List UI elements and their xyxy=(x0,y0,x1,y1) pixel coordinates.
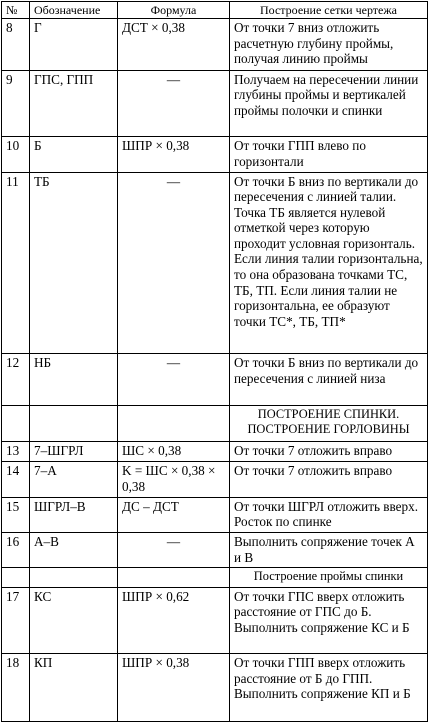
row-number: 17 xyxy=(2,587,30,654)
table-row xyxy=(2,587,428,654)
table-row xyxy=(2,172,428,354)
row-number: 8 xyxy=(2,19,30,71)
section-empty-cell xyxy=(2,568,30,587)
table-row xyxy=(2,19,428,71)
section-empty-cell xyxy=(2,405,30,441)
section-empty-cell xyxy=(30,405,118,441)
table-row xyxy=(2,462,428,497)
section-empty-cell xyxy=(30,568,118,587)
row-description: От точки Б вниз по вертикали до пересечения с линией талии. Точка ТБ является нулевой отметкой через которую проходит условная горизонталь. Если линия талии горизонтальна, то она образована точками ТС, ТБ, ТП. Если линия талии не горизонтальна, ее образуют точки ТС*, ТБ, ТП* xyxy=(230,172,428,354)
row-designation: 7–А xyxy=(30,462,118,497)
row-description: От точки ГПС вверх отложить расстояние от ГПС до Б. Выполнить сопряжение КС и Б xyxy=(230,587,428,654)
row-formula: ШПР × 0,38 xyxy=(118,654,230,722)
section-title-back: ПОСТРОЕНИЕ СПИНКИ. ПОСТРОЕНИЕ ГОРЛОВИНЫ xyxy=(230,405,428,441)
drawing-grid-table xyxy=(1,1,428,722)
row-description: От точки ШГРЛ отложить вверх. Росток по спинке xyxy=(230,497,428,532)
row-number: 10 xyxy=(2,137,30,172)
section-row xyxy=(2,405,428,441)
row-number: 14 xyxy=(2,462,30,497)
row-designation: ТБ xyxy=(30,172,118,354)
row-description: От точки 7 отложить вправо xyxy=(230,442,428,462)
row-designation: ШГРЛ–В xyxy=(30,497,118,532)
row-designation: ГПС, ГПП xyxy=(30,70,118,137)
section-row xyxy=(2,568,428,587)
row-formula: ДСТ × 0,38 xyxy=(118,19,230,71)
row-description: От точки 7 вниз отложить расчетную глубину проймы, получая линию проймы xyxy=(230,19,428,71)
row-formula: ДС – ДСТ xyxy=(118,497,230,532)
row-description: От точки ГПП влево по горизонтали xyxy=(230,137,428,172)
table-row xyxy=(2,497,428,532)
table-header-row xyxy=(2,2,428,19)
row-designation: 7–ШГРЛ xyxy=(30,442,118,462)
row-formula: K = ШС × 0,38 × 0,38 xyxy=(118,462,230,497)
row-number: 18 xyxy=(2,654,30,722)
row-designation: Б xyxy=(30,137,118,172)
row-number: 12 xyxy=(2,354,30,406)
table-row xyxy=(2,354,428,406)
table-row xyxy=(2,442,428,462)
header-formula: Формула xyxy=(118,2,230,19)
row-number: 11 xyxy=(2,172,30,354)
row-description: Выполнить сопряжение точек А и В xyxy=(230,533,428,568)
row-formula: ШПР × 0,38 xyxy=(118,137,230,172)
row-designation: А–В xyxy=(30,533,118,568)
row-formula: — xyxy=(118,354,230,406)
table-row xyxy=(2,654,428,722)
header-designation: Обозначение xyxy=(30,2,118,19)
row-formula: — xyxy=(118,533,230,568)
row-number: 13 xyxy=(2,442,30,462)
row-description: От точки Б вниз по вертикали до пересечения с линией низа xyxy=(230,354,428,406)
row-designation: КП xyxy=(30,654,118,722)
row-number: 9 xyxy=(2,70,30,137)
row-formula: — xyxy=(118,70,230,137)
row-description: От точки 7 отложить вправо xyxy=(230,462,428,497)
row-description: Получаем на пересечении линии глубины проймы и вертикалей проймы полочки и спинки xyxy=(230,70,428,137)
row-formula: ШПР × 0,62 xyxy=(118,587,230,654)
row-designation: Г xyxy=(30,19,118,71)
row-designation: КС xyxy=(30,587,118,654)
table-row xyxy=(2,70,428,137)
row-description: От точки ГПП вверх отложить расстояние от Б до ГПП. Выполнить сопряжение КП и Б xyxy=(230,654,428,722)
section-empty-cell xyxy=(118,405,230,441)
header-construction: Построение сетки чертежа xyxy=(230,2,428,19)
row-number: 16 xyxy=(2,533,30,568)
section-title-armhole: Построение проймы спинки xyxy=(230,568,428,587)
row-designation: НБ xyxy=(30,354,118,406)
header-number: № xyxy=(2,2,30,19)
section-empty-cell xyxy=(118,568,230,587)
row-formula: — xyxy=(118,172,230,354)
table-row xyxy=(2,533,428,568)
row-number: 15 xyxy=(2,497,30,532)
row-formula: ШС × 0,38 xyxy=(118,442,230,462)
table-row xyxy=(2,137,428,172)
